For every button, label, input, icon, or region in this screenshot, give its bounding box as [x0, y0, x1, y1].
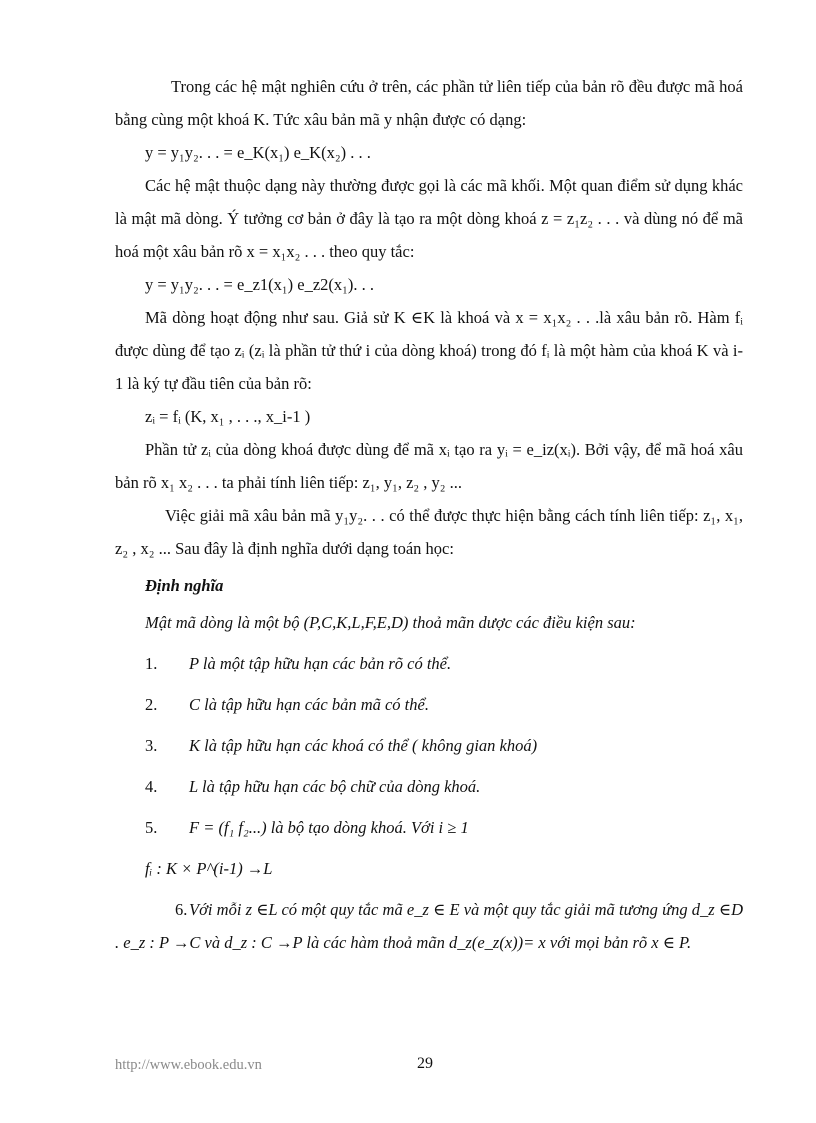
item-number: 3.	[145, 736, 158, 755]
item-number: 4.	[145, 777, 158, 796]
paragraph-encryption: Phần tử zᵢ của dòng khoá được dùng để mã xᵢ tạo ra yᵢ = e_iz(xᵢ). Bởi vậy, để mã hoá xâu bản rõ x₁ x₂ . . . ta phải tính liên tiếp: z₁, y₁, z₂ , y₂ ...	[115, 440, 743, 492]
item-number: 6.	[175, 900, 188, 919]
equation-keystream: zᵢ = fᵢ (K, x₁ , . . ., x_i-1 )	[145, 407, 311, 426]
item-number: 5.	[145, 818, 158, 837]
definition-item-2	[115, 688, 743, 721]
item-text: P là một tập hữu hạn các bản rõ có thể.	[189, 654, 452, 673]
paragraph-intro: Trong các hệ mật nghiên cứu ở trên, các phần tử liên tiếp của bản rõ đều được mã hoá bằng cùng một khoá K. Tức xâu bản mã y nhận được có dạng:	[115, 77, 743, 129]
item-text: K là tập hữu hạn các khoá có thể ( không gian khoá)	[189, 736, 538, 755]
page-body	[115, 70, 743, 959]
paragraph-operation: Mã dòng hoạt động như sau. Giả sử K ∈K là khoá và x = x₁x₂ . . .là xâu bản rõ. Hàm fᵢ được dùng để tạo zᵢ (zᵢ là phần tử thứ i của dòng khoá) trong đó fᵢ là một hàm của khoá K và i-1 là ký tự đầu tiên của bản rõ:	[115, 308, 743, 393]
keystream-mapping: fᵢ : K × P^(i-1) →L	[145, 859, 273, 878]
page-number: 29	[417, 1055, 433, 1072]
item-number: 2.	[145, 695, 158, 714]
definition-item-1	[115, 647, 743, 680]
definition-item-6	[115, 893, 743, 959]
definition-heading: Định nghĩa	[145, 576, 224, 595]
definition-intro: Mật mã dòng là một bộ (P,C,K,L,F,E,D) thoả mãn dược các điều kiện sau:	[145, 613, 636, 632]
item-text: F = (f₁ f₂...) là bộ tạo dòng khoá. Với i ≥ 1	[189, 818, 469, 837]
equation-stream-cipher: y = y₁y₂. . . = e_z1(x₁) e_z2(x₁). . .	[145, 275, 375, 294]
item-number: 1.	[145, 654, 158, 673]
definition-item-4	[115, 770, 743, 803]
paragraph-stream-cipher: Các hệ mật thuộc dạng này thường được gọi là các mã khối. Một quan điểm sử dụng khác là mật mã dòng. Ý tưởng cơ bản ở đây là tạo ra một dòng khoá z = z₁z₂ . . . và dùng nó để mã hoá một xâu bản rõ x = x₁x₂ . . . theo quy tắc:	[115, 176, 743, 261]
paragraph-decryption: Việc giải mã xâu bản mã y₁y₂. . . có thể được thực hiện bằng cách tính liên tiếp: z₁, x₁, z₂ , x₂ ... Sau đây là định nghĩa dưới dạng toán học:	[115, 506, 743, 558]
item-text: C là tập hữu hạn các bản mã có thể.	[189, 695, 429, 714]
item-text: Với mỗi z ∈L có một quy tắc mã e_z ∈ E và một quy tắc giải mã tương ứng d_z ∈D . e_z : P →C và d_z : C →P là các hàm thoả mãn d_z(e_z(x))= x với mọi bản rõ x ∈ P.	[115, 900, 743, 952]
footer-url: http://www.ebook.edu.vn	[115, 1057, 262, 1073]
definition-item-3	[115, 729, 743, 762]
definition-item-5	[115, 811, 743, 844]
equation-block-cipher: y = y₁y₂. . . = e_K(x₁) e_K(x₂) . . .	[145, 143, 371, 162]
item-text: L là tập hữu hạn các bộ chữ của dòng khoá.	[189, 777, 481, 796]
